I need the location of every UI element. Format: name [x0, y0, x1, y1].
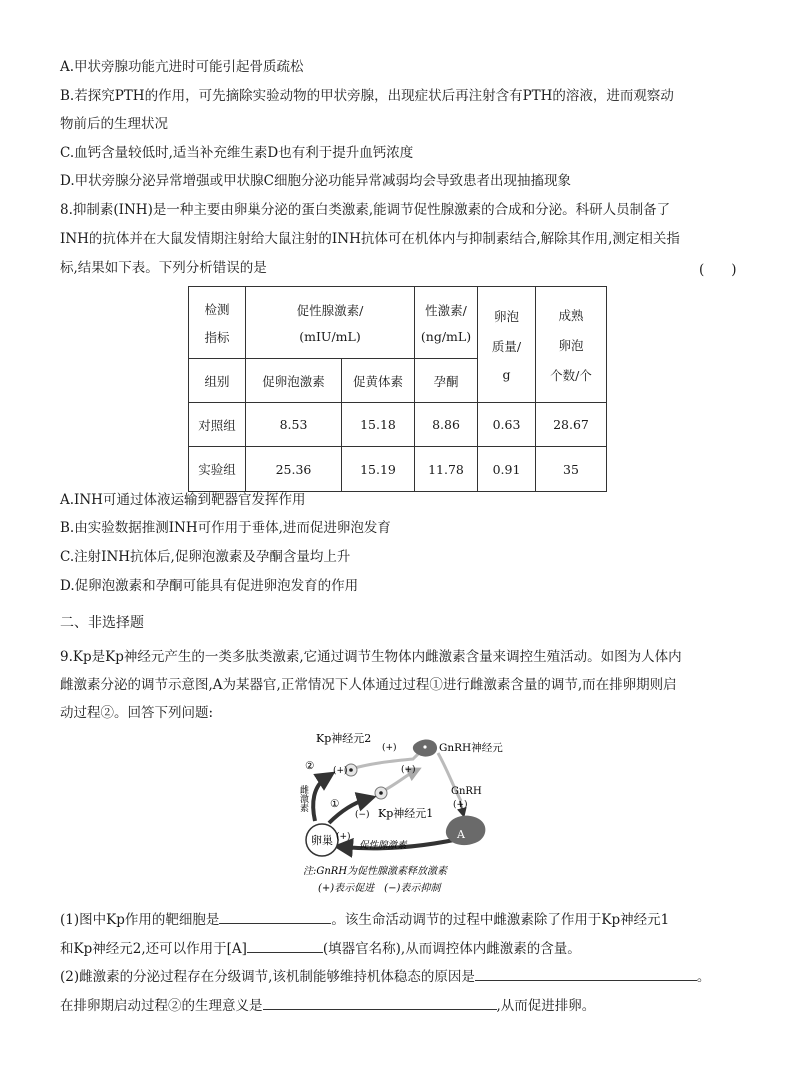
plus-sign-bottom: (+) [336, 832, 351, 842]
q8-option-b: B.由实验数据推测INH可作用于垂体,进而促进卵泡发育 [60, 520, 391, 536]
header-follicle-mass: 卵泡 质量/ g [478, 287, 536, 403]
q7-option-d: D.甲状旁腺分泌异常增强或甲状腺C细胞分泌功能异常减弱均会导致患者出现抽搐现象 [60, 173, 571, 189]
cell-fsh: 8.53 [246, 403, 342, 447]
cell-lh: 15.18 [342, 403, 415, 447]
section-title: 二、非选择题 [60, 615, 144, 631]
cell-count: 35 [536, 447, 607, 492]
answer-blank-3[interactable] [475, 965, 697, 981]
q9-stem-line3: 动过程②。回答下列问题: [60, 705, 214, 721]
process2-label: ② [305, 760, 315, 772]
header-mature-follicle-count: 成熟 卵泡 个数/个 [536, 287, 607, 403]
header-fsh: 促卵泡激素 [246, 359, 342, 403]
table-row [189, 447, 607, 492]
cell-mass: 0.63 [478, 403, 536, 447]
q8-option-c: C.注射INH抗体后,促卵泡激素及孕酮含量均上升 [60, 549, 351, 565]
q9-stem-line1: 9.Kp是Kp神经元产生的一类多肽类激素,它通过调节生物体内雌激素含量来调控生殖活动。如图为人体内 [60, 649, 682, 665]
answer-blank-1[interactable] [219, 908, 331, 924]
gonadotropin-label: 促性腺激素 [359, 840, 407, 851]
cell-mass: 0.91 [478, 447, 536, 492]
q9-sub1-line1: (1)图中Kp作用的靶细胞是 。该生命活动调节的过程中雌激素除了作用于Kp神经元1 [60, 908, 669, 930]
cell-fsh: 25.36 [246, 447, 342, 492]
q9-sub1-line2: 和Kp神经元2,还可以作用于[A] (填器官名称),从而调控体内雌激素的含量。 [60, 937, 581, 959]
q7-option-c: C.血钙含量较低时,适当补充维生素D也有利于提升血钙浓度 [60, 145, 414, 161]
q8-stem-line1: 8.抑制素(INH)是一种主要由卵巢分泌的蛋白类激素,能调节促性腺激素的合成和分泌。科研人员制备了 [60, 202, 671, 218]
plus-sign-right: (+) [453, 800, 468, 810]
q7-option-a: A.甲状旁腺功能亢进时可能引起骨质疏松 [60, 59, 304, 75]
cell-group: 对照组 [189, 403, 246, 447]
answer-blank-4[interactable] [263, 994, 497, 1010]
header-gonadotropin: 促性腺激素/ (mIU/mL) [246, 287, 415, 359]
cell-progesterone: 11.78 [415, 447, 478, 492]
plus-sign-left: (+) [333, 766, 348, 776]
q7-option-b-line1: B.若探究PTH的作用，可先摘除实验动物的甲状旁腺，出现症状后再注射含有PTH的溶液，进而观察动 [60, 88, 674, 104]
q9-sub2-line1: (2)雌激素的分泌过程存在分级调节,该机制能够维持机体稳态的原因是 。 [60, 965, 710, 987]
organ-a-node [446, 816, 486, 845]
organ-a-label: A [457, 828, 465, 841]
kp2-label: Kp神经元2 [316, 732, 372, 745]
minus-sign: (−) [355, 810, 370, 820]
cell-group: 实验组 [189, 447, 246, 492]
cell-lh: 15.19 [342, 447, 415, 492]
q9-sub2-line2: 在排卵期启动过程②的生理意义是 ,从而促进排卵。 [60, 994, 595, 1016]
gnrh-label: GnRH [451, 786, 482, 797]
data-table [188, 286, 607, 492]
plus-sign-mid: (+) [401, 765, 416, 775]
q8-option-a: A.INH可通过体液运输到靶器官发挥作用 [60, 492, 306, 508]
q7-option-b-line2: 物前后的生理状况 [60, 116, 168, 132]
estrogen-label: 雌激素 [298, 785, 308, 812]
q8-stem-line3: 标,结果如下表。下列分析错误的是 [60, 260, 267, 276]
process1-label: ① [330, 798, 340, 810]
header-sex-hormone: 性激素/ (ng/mL) [415, 287, 478, 359]
header-group: 组别 [189, 359, 246, 403]
kp1-label: Kp神经元1 [378, 807, 434, 820]
ovary-label: 卵巢 [311, 834, 333, 847]
plus-sign-top: (+) [382, 743, 397, 753]
header-index: 检测 指标 [189, 287, 246, 359]
answer-bracket: ( ) [699, 262, 737, 278]
q8-stem-line2: INH的抗体并在大鼠发情期注射给大鼠注射的INH抗体可在机体内与抑制素结合,解除其作用,测定相关指 [60, 231, 680, 247]
cell-count: 28.67 [536, 403, 607, 447]
cell-progesterone: 8.86 [415, 403, 478, 447]
q9-stem-line2: 雌激素分泌的调节示意图,A为某器官,正常情况下人体通过过程①进行雌激素含量的调节,而在排卵期则启 [60, 677, 677, 693]
answer-blank-2[interactable] [247, 937, 323, 953]
header-lh: 促黄体素 [342, 359, 415, 403]
gnrh-neuron-label: GnRH神经元 [439, 742, 503, 754]
diagram-note-2: (+)表示促进 (−)表示抑制 [318, 883, 441, 894]
diagram-note-1: 注:GnRH为促性腺激素释放激素 [303, 866, 448, 877]
header-progesterone: 孕酮 [415, 359, 478, 403]
table-row [189, 403, 607, 447]
process2-arrow [313, 777, 327, 821]
table-header-row-1 [189, 287, 607, 359]
q8-option-d: D.促卵泡激素和孕酮可能具有促进卵泡发育的作用 [60, 578, 359, 594]
regulation-diagram [293, 731, 508, 897]
